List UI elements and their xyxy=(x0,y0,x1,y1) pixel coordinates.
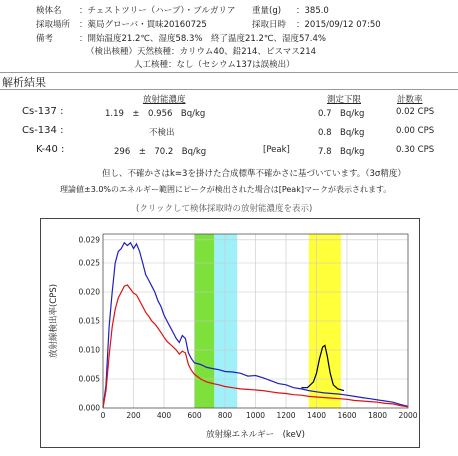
notes-line3: 人工核種：なし（セシウム137は誤検出） xyxy=(134,60,295,70)
results-section-title: 解析結果 xyxy=(2,76,46,89)
x-axis-label: 放射線エネルギー (keV) xyxy=(206,430,305,440)
row-cs134-lower-limit: 0.8 Bq/kg xyxy=(318,128,365,138)
x-tick-label-9: 1800 xyxy=(367,411,388,420)
divider-results xyxy=(0,89,458,90)
row-cs137-lower-limit: 0.7 Bq/kg xyxy=(318,109,365,119)
col-concentration: 放射能濃度 xyxy=(143,95,186,105)
col-count-rate: 計数率 xyxy=(397,95,423,105)
y-tick-label-2: 0.010 xyxy=(78,345,100,355)
show-collection-concentration-link[interactable]: (クリックして検体採取時の放射能濃度を表示) xyxy=(136,204,313,214)
notes-line1: ：開始温度21.2℃、湿度58.3% 終了温度21.2℃、湿度57.4% xyxy=(79,34,326,44)
row-cs134-count-rate: 0.00 CPS xyxy=(396,126,435,136)
row-k40-concentration: 296 ± 70.2 Bq/kg xyxy=(114,147,207,157)
divider-top xyxy=(0,72,458,73)
sample-datetime-value: ：2015/09/12 07:50 xyxy=(296,20,381,30)
x-tick-label-5: 1000 xyxy=(245,411,266,420)
y-tick-label-1: 0.005 xyxy=(78,374,100,384)
y-tick-label-6: 0.029 xyxy=(78,235,100,245)
y-tick-label-4: 0.020 xyxy=(78,287,100,297)
sample-place-label: 採取場所 xyxy=(36,20,71,30)
row-cs137-concentration: 1.19 ± 0.956 Bq/kg xyxy=(105,109,206,119)
x-tick-label-3: 600 xyxy=(187,411,202,420)
weight-value: ：385.0 xyxy=(296,6,329,16)
y-tick-label-3: 0.015 xyxy=(78,316,100,326)
x-tick-label-7: 1400 xyxy=(306,411,327,420)
row-k40-peak-flag: [Peak] xyxy=(263,145,290,155)
x-tick-label-0: 0 xyxy=(100,411,106,420)
uncertainty-note: 但し、不確かさはk=3を掛けた合成標準不確かさに基づいています。（3σ精度） xyxy=(102,169,406,179)
x-tick-label-4: 800 xyxy=(217,411,233,420)
sample-place-value: ：薬局グローバ・貫味20160725 xyxy=(79,20,207,30)
col-lower-limit: 測定下限 xyxy=(327,95,362,105)
x-tick-label-2: 400 xyxy=(156,411,172,420)
notes-line2: （検出核種）天然核種：カリウム40、鉛214、ビスマス214 xyxy=(86,47,317,57)
row-cs134-nuclide: Cs-134 : xyxy=(22,125,64,136)
y-tick-label-5: 0.025 xyxy=(78,258,100,268)
row-cs137-count-rate: 0.02 CPS xyxy=(396,107,435,117)
row-k40-count-rate: 0.30 CPS xyxy=(396,145,435,155)
sample-datetime-label: 採取日時 xyxy=(252,20,287,30)
peak-note: 理論値±3.0%のエネルギー範囲にピークが検出された場合は[Peak]マークが表示されます。 xyxy=(60,185,392,194)
sample-name-value: ：チェストツリー（ハーブ）・ブルガリア xyxy=(79,6,236,16)
spectrum-chart xyxy=(40,218,420,448)
notes-label: 備考 xyxy=(36,34,54,44)
row-k40-lower-limit: 7.8 Bq/kg xyxy=(318,147,365,157)
row-cs134-concentration: 不検出 xyxy=(149,128,175,138)
x-tick-label-1: 200 xyxy=(126,411,141,420)
row-k40-nuclide: K-40 : xyxy=(36,144,65,155)
y-axis-label: 放射線検出率(CPS) xyxy=(49,283,59,359)
y-tick-label-0: 0.000 xyxy=(78,403,100,413)
x-tick-label-8: 1600 xyxy=(337,411,357,420)
x-tick-label-10: 2000 xyxy=(398,411,418,420)
sample-name-label: 検体名 xyxy=(36,6,62,16)
row-cs137-nuclide: Cs-137 : xyxy=(22,106,64,117)
weight-label: 重量(g) xyxy=(252,6,282,16)
x-tick-label-6: 1200 xyxy=(276,411,296,420)
